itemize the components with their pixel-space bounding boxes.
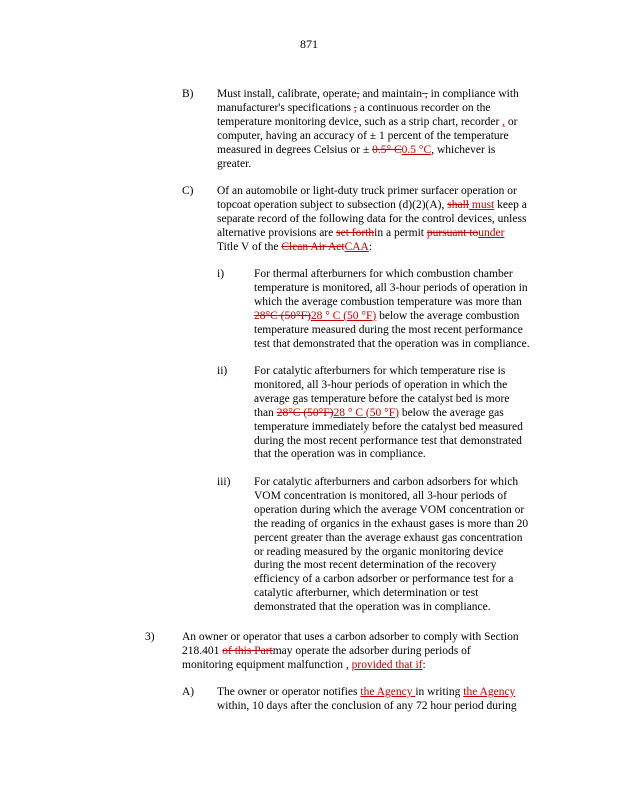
text-run: and maintain — [359, 88, 423, 100]
text-run: computer, having an accuracy of ± 1 percent of the temperature — [217, 129, 509, 142]
item-label-3: 3) — [145, 631, 155, 643]
text-run: greater. — [217, 157, 252, 170]
text-run: below the average gas — [398, 406, 504, 419]
text-line — [254, 476, 564, 490]
paragraph-b — [217, 88, 557, 171]
text-run: temperature measured during the most recent performance — [254, 323, 523, 336]
text-run: temperature is monitored, all 3-hour periods of operation in — [254, 281, 528, 294]
text-run: An owner or operator that uses a carbon adsorber to comply with Section — [182, 631, 519, 643]
text-line — [217, 227, 557, 241]
paragraph-3 — [182, 631, 562, 673]
text-run: or — [505, 115, 518, 128]
paragraph-c — [217, 185, 557, 255]
text-line — [182, 631, 562, 645]
deleted-text: , — [422, 88, 428, 100]
text-line — [182, 659, 562, 673]
text-run: : — [368, 240, 373, 253]
text-run: , whichever is — [431, 143, 496, 156]
text-line — [254, 518, 564, 532]
text-line — [254, 324, 564, 338]
text-run: during the most recent performance test that demonstrated — [254, 434, 522, 447]
page-number: 871 — [300, 37, 318, 51]
text-line — [254, 601, 564, 615]
item-label-c: C) — [182, 185, 194, 197]
text-run: manufacturer's specifications — [217, 101, 354, 114]
text-run: monitoring equipment malfunction , — [182, 658, 352, 671]
deleted-text: , — [356, 88, 360, 100]
text-line — [254, 559, 564, 573]
deleted-text: 0.5° C — [372, 143, 402, 156]
text-line — [254, 407, 564, 421]
text-run: within, 10 days after the conclusion of any 72 hour period during — [217, 699, 517, 712]
text-line — [217, 88, 557, 102]
item-label-c-iii: iii) — [217, 476, 231, 488]
text-line — [254, 268, 564, 282]
text-run: may operate the adsorber during periods of — [272, 644, 471, 657]
text-line — [254, 490, 564, 504]
text-line — [254, 435, 564, 449]
text-run: in a permit — [374, 226, 427, 239]
inserted-text: under — [478, 226, 505, 239]
text-run: below the average combustion — [376, 309, 520, 322]
deleted-text: , — [353, 101, 357, 114]
item-label-3-a: A) — [182, 686, 195, 698]
text-line — [254, 448, 564, 462]
text-line — [217, 116, 557, 130]
text-line — [254, 338, 564, 352]
text-run: temperature monitoring device, such as a strip chart, recorder — [217, 115, 503, 128]
text-line — [254, 504, 564, 518]
text-run: test that demonstrated that the operation was in compliance. — [254, 337, 530, 350]
deleted-text: 28°C (50°F) — [276, 406, 334, 419]
text-run: For catalytic afterburners for which temperature rise is — [254, 365, 506, 377]
text-run: catalytic afterburner, which determination or test — [254, 587, 479, 600]
text-line — [217, 185, 557, 199]
inserted-text: provided that if — [351, 658, 423, 671]
text-line — [217, 213, 557, 227]
text-run: percent greater than the average exhaust gas concentration — [254, 531, 523, 544]
text-run: alternative provisions are — [217, 226, 337, 239]
text-run: Of an automobile or light-duty truck primer surfacer operation or — [217, 185, 517, 197]
text-run: demonstrated that the operation was in compliance. — [254, 601, 491, 614]
deleted-text: 28°C (50°F) — [254, 309, 311, 322]
text-line — [182, 645, 562, 659]
deleted-text: shall — [447, 198, 469, 211]
text-line — [254, 282, 564, 296]
item-label-c-i: i) — [217, 268, 225, 280]
text-run: average gas temperature before the catalyst bed is more — [254, 392, 510, 405]
text-run: Must install, calibrate, operate — [217, 88, 357, 100]
inserted-text: 28 ° C (50 °F) — [310, 309, 377, 322]
text-run: VOM concentration is monitored, all 3-hour periods of — [254, 489, 507, 502]
text-line — [217, 144, 557, 158]
deleted-text: set forth — [336, 226, 375, 239]
text-line — [254, 310, 564, 324]
text-line — [254, 296, 564, 310]
inserted-text: the Agency — [463, 686, 516, 698]
text-line — [254, 546, 564, 560]
text-run: in compliance with — [427, 88, 519, 100]
text-run: : — [422, 658, 426, 671]
inserted-text: 0.5 °C — [401, 143, 432, 156]
text-run: efficiency of a carbon adsorber or performance test for a — [254, 573, 514, 586]
deleted-text: of this Part — [222, 644, 273, 657]
inserted-text: the Agency — [360, 686, 416, 698]
text-line — [217, 130, 557, 144]
text-run: operation during which the average VOM concentration or — [254, 503, 525, 516]
text-line — [217, 241, 557, 255]
item-label-b: B) — [182, 88, 194, 100]
inserted-text: CAA — [344, 240, 369, 253]
text-run: The owner or operator notifies — [217, 686, 361, 698]
text-line — [254, 532, 564, 546]
text-run: the reading of organics in the exhaust gases is more than 20 — [254, 517, 529, 530]
text-line — [217, 199, 557, 213]
inserted-text: , — [502, 115, 506, 128]
text-run: 218.401 — [182, 644, 223, 657]
text-line — [254, 587, 564, 601]
item-label-c-ii: ii) — [217, 365, 228, 377]
text-run: a continuous recorder on the — [356, 101, 491, 114]
text-run: which the average combustion temperature was more than — [254, 295, 522, 308]
text-run: For catalytic afterburners and carbon adsorbers for which — [254, 476, 519, 488]
text-line — [254, 573, 564, 587]
text-line — [217, 686, 562, 700]
text-line — [254, 421, 564, 435]
text-run: in writing — [415, 686, 464, 698]
text-run: Title V of the — [217, 240, 282, 253]
text-run: that the operation was in compliance. — [254, 448, 426, 461]
text-line — [254, 393, 564, 407]
text-run: For thermal afterburners for which combustion chamber — [254, 268, 513, 280]
text-line — [217, 102, 557, 116]
text-run: measured in degrees Celsius or ± — [217, 143, 373, 156]
deleted-text: pursuant to — [426, 226, 479, 239]
inserted-text: 28 ° C (50 °F) — [333, 406, 399, 419]
text-run: keep a — [494, 198, 527, 211]
inserted-text: must — [469, 198, 495, 211]
text-run: during the most recent determination of the recovery — [254, 559, 497, 572]
text-run: temperature immediately before the catalyst bed measured — [254, 420, 523, 433]
text-run: or reading measured by the organic monitoring device — [254, 545, 504, 558]
text-run: topcoat operation subject to subsection (d)(2)(A), — [217, 198, 448, 211]
text-line — [254, 379, 564, 393]
paragraph-c-i — [254, 268, 564, 351]
text-run: separate record of the following data for the control devices, unless — [217, 212, 527, 225]
text-line — [254, 365, 564, 379]
paragraph-c-ii — [254, 365, 564, 462]
paragraph-c-iii — [254, 476, 564, 615]
text-run: monitored, all 3-hour periods of operation in which the — [254, 378, 508, 391]
text-run: than — [254, 406, 277, 419]
paragraph-3-a — [217, 686, 562, 714]
deleted-text: Clean Air Act — [281, 240, 345, 253]
text-line — [217, 158, 557, 172]
text-line — [217, 700, 562, 714]
